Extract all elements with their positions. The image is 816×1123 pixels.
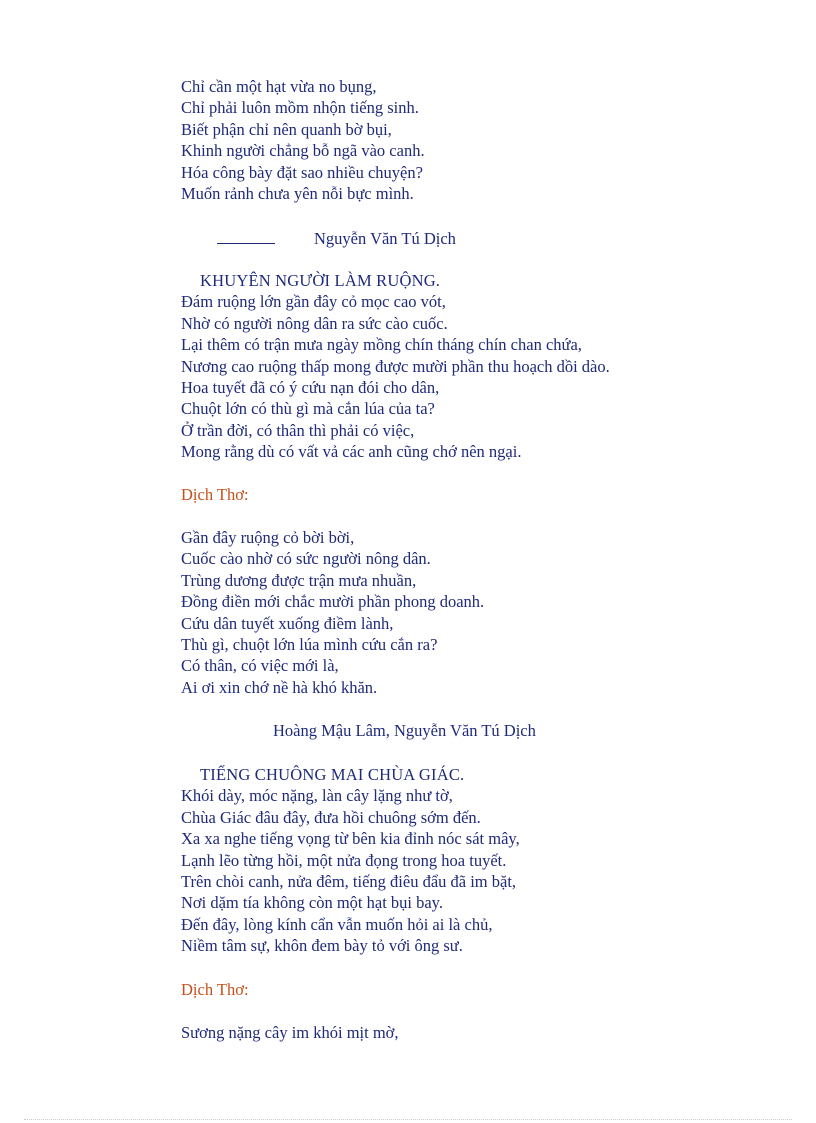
translation-label: Dịch Thơ: [181,485,249,504]
poem-line: Chỉ phải luôn mồm nhộn tiếng sinh. [181,98,419,118]
poem-title: KHUYÊN NGƯỜI LÀM RUỘNG. [200,271,441,290]
page-bottom-border [24,1119,792,1120]
poem-line: Hoa tuyết đã có ý cứu nạn đói cho dân, [181,377,440,397]
poem1-translation [181,76,781,204]
poem-line: Xa xa nghe tiếng vọng từ bên kia đỉnh nóc sát mây, [181,829,520,849]
poem-line: Đến đây, lòng kính cẩn vẫn muốn hỏi ai là chủ, [181,914,493,934]
poem-line: Lạnh lẽo từng hồi, một nửa đọng trong hoa tuyết. [181,850,507,870]
poem-line: Hóa công bày đặt sao nhiều chuyện? [181,162,423,182]
poem2-original [181,270,781,463]
poem-line: Cuốc cào nhờ có sức người nông dân. [181,549,431,569]
poem-line: Gần đây ruộng cỏ bời bời, [181,528,355,547]
poem-line: Đám ruộng lớn gần đây cỏ mọc cao vót, [181,292,446,312]
poem3-translation-label [181,979,781,1000]
poem-line: Cứu dân tuyết xuống điềm lành, [181,613,394,633]
separator-rule [217,243,275,244]
translator-credit: Hoàng Mậu Lâm, Nguyễn Văn Tú Dịch [273,721,536,740]
poem3-original [181,764,781,957]
poem-line: Sương nặng cây im khói mịt mờ, [181,1023,399,1042]
poem-title: TIẾNG CHUÔNG MAI CHÙA GIÁC. [200,765,465,784]
poem3-translation [181,1022,781,1043]
poem-line: Lại thêm có trận mưa ngày mồng chín tháng chín chan chứa, [181,335,582,355]
poem-line: Khói dày, móc nặng, làn cây lặng như tờ, [181,786,453,806]
poem-line: Chỉ cần một hạt vừa no bụng, [181,77,377,96]
poem-line: Trùng dương được trận mưa nhuần, [181,570,417,590]
poem-line: Trên chòi canh, nửa đêm, tiếng điêu đẩu đã im bặt, [181,871,517,891]
poem-line: Nơi dặm tía không còn một hạt bụi bay. [181,893,443,913]
poem-line: Thù gì, chuột lớn lúa mình cứu cắn ra? [181,634,438,654]
poem-line: Có thân, có việc mới là, [181,656,339,676]
poem-line: Ở trần đời, có thân thì phải có việc, [181,420,415,440]
poem-line: Nương cao ruộng thấp mong được mười phần thu hoạch dồi dào. [181,356,610,376]
translation-label: Dịch Thơ: [181,980,249,999]
poem-line: Niềm tâm sự, khôn đem bày tỏ với ông sư. [181,936,463,956]
poem-line: Biết phận chỉ nên quanh bờ bụi, [181,119,392,139]
poem-line: Ai ơi xin chớ nề hà khó khăn. [181,677,378,697]
poem-line: Muốn rảnh chưa yên nỗi bực mình. [181,183,414,203]
poem-line: Đồng điền mới chắc mười phần phong doanh. [181,592,485,612]
poem-line: Chuột lớn có thù gì mà cắn lúa của ta? [181,399,435,419]
translator-credit: Nguyễn Văn Tú Dịch [314,229,456,248]
poem-line: Mong rằng dù có vất vả các anh cũng chớ nên ngại. [181,442,522,462]
poem2-translation [181,527,781,698]
poem-line: Nhờ có người nông dân ra sức cào cuốc. [181,313,448,333]
poem-line: Khinh người chẳng bỗ ngã vào canh. [181,141,425,161]
poem-line: Chùa Giác đâu đây, đưa hồi chuông sớm đến. [181,807,481,827]
poem2-translation-label [181,484,781,505]
